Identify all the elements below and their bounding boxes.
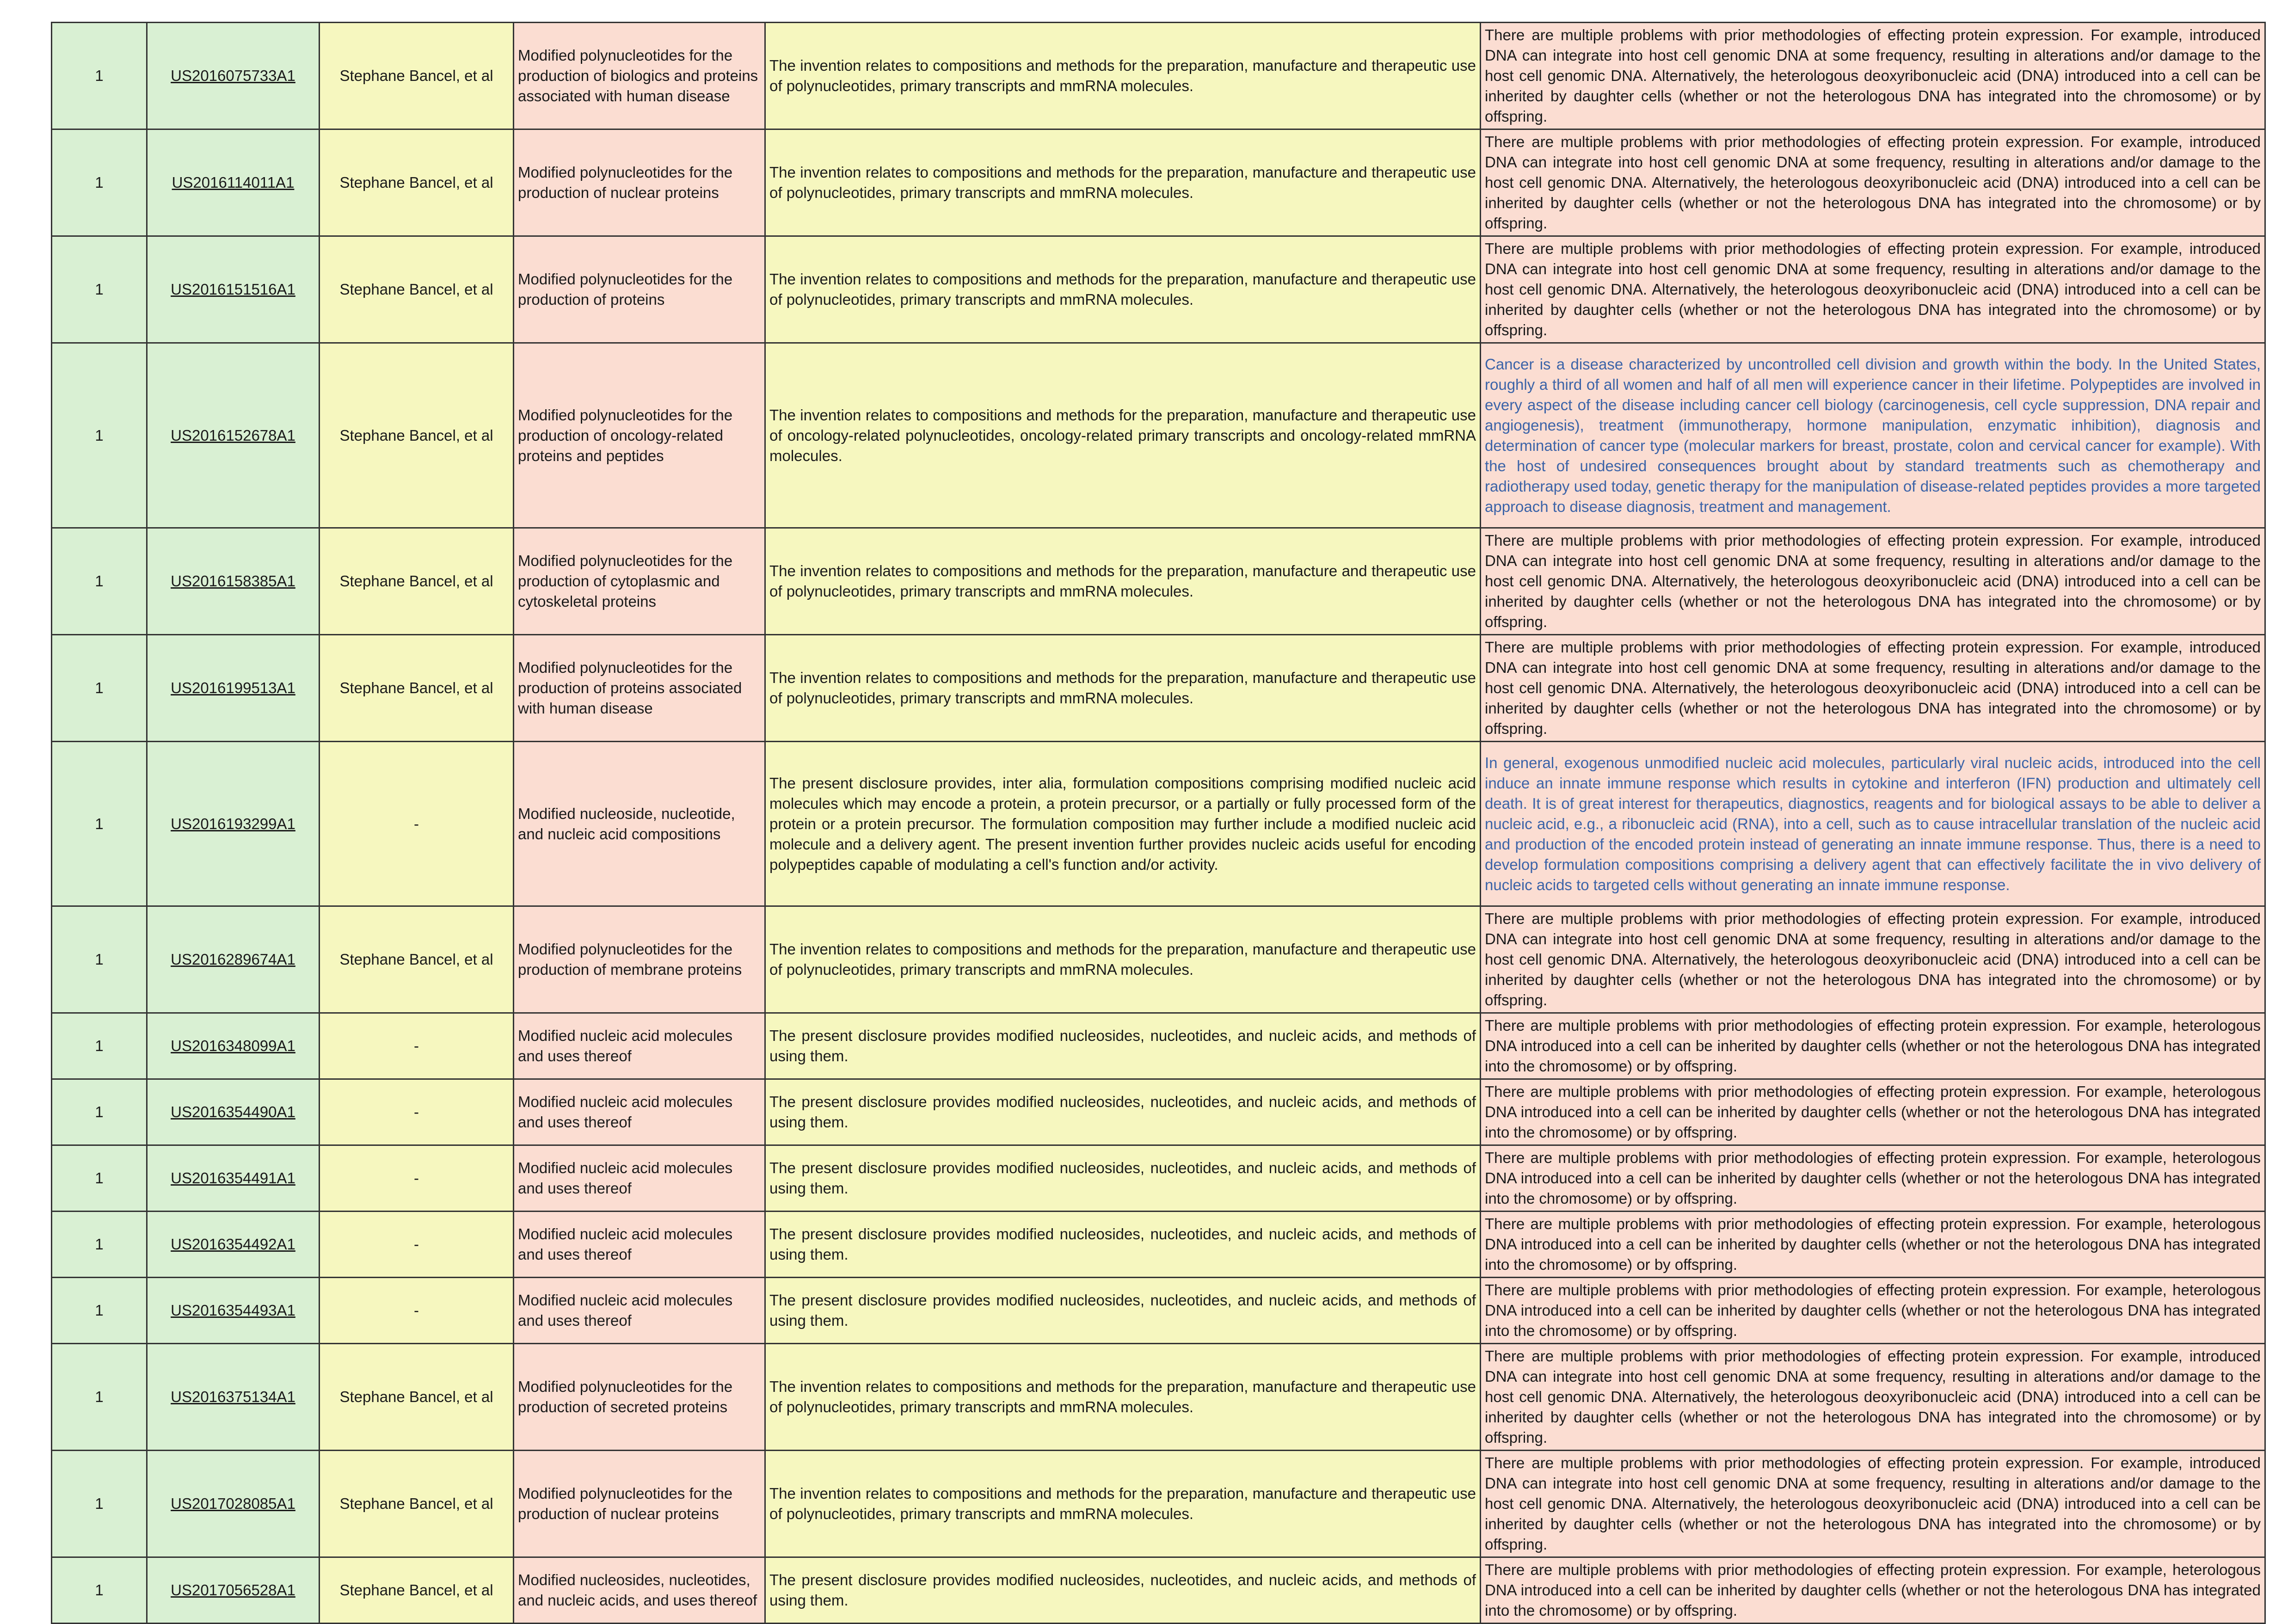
inventor-cell: Stephane Bancel, et al [320,1557,514,1624]
background-cell: There are multiple problems with prior methodologies of effecting protein expression. For example, heterologous DNA introduced into a cell can be inherited by daughter cells (whether or not the heterologous DNA has integrated into the chromosome) or by offspring. [1481,1145,2265,1212]
patent-id-cell [147,1278,320,1344]
rank-cell: 1 [52,236,147,343]
title-cell: Modified nucleosides, nucleotides, and nucleic acids, and uses thereof [514,1557,765,1624]
background-cell: There are multiple problems with prior methodologies of effecting protein expression. For example, introduced DNA can integrate into host cell genomic DNA at some frequency, resulting in alterations and/or damage to the host cell genomic DNA. Alternatively, the heterologous deoxyribonucleic acid (DNA) introduced into a cell can be inherited by daughter cells (whether or not the heterologous DNA has integrated into the chromosome) or by offspring. [1481,1451,2265,1557]
rank-cell: 1 [52,23,147,129]
background-cell: There are multiple problems with prior methodologies of effecting protein expression. For example, introduced DNA can integrate into host cell genomic DNA at some frequency, resulting in alterations and/or damage to the host cell genomic DNA. Alternatively, the heterologous deoxyribonucleic acid (DNA) introduced into a cell can be inherited by daughter cells (whether or not the heterologous DNA has integrated into the chromosome) or by offspring. [1481,635,2265,742]
background-cell: There are multiple problems with prior methodologies of effecting protein expression. For example, introduced DNA can integrate into host cell genomic DNA at some frequency, resulting in alterations and/or damage to the host cell genomic DNA. Alternatively, the heterologous deoxyribonucleic acid (DNA) introduced into a cell can be inherited by daughter cells (whether or not the heterologous DNA has integrated into the chromosome) or by offspring. [1481,906,2265,1013]
patent-link[interactable]: US2016289674A1 [171,951,295,968]
patent-id-cell [147,1013,320,1079]
rank-cell: 1 [52,1013,147,1079]
title-cell: Modified nucleic acid molecules and uses thereof [514,1145,765,1212]
table-row [52,1344,2265,1451]
patent-id-cell [147,742,320,906]
abstract-cell: The invention relates to compositions and methods for the preparation, manufacture and therapeutic use of polynucleotides, primary transcripts and mmRNA molecules. [765,528,1481,635]
patent-id-cell [147,1145,320,1212]
rank-cell: 1 [52,635,147,742]
patent-link[interactable]: US2016354491A1 [171,1169,295,1187]
rank-cell: 1 [52,1344,147,1451]
rank-cell: 1 [52,528,147,635]
patent-id-cell [147,1451,320,1557]
patent-table-body [52,23,2265,1624]
inventor-cell: Stephane Bancel, et al [320,906,514,1013]
abstract-cell: The invention relates to compositions and methods for the preparation, manufacture and therapeutic use of polynucleotides, primary transcripts and mmRNA molecules. [765,635,1481,742]
title-cell: Modified polynucleotides for the production of cytoplasmic and cytoskeletal proteins [514,528,765,635]
table-row [52,906,2265,1013]
background-cell: There are multiple problems with prior methodologies of effecting protein expression. For example, heterologous DNA introduced into a cell can be inherited by daughter cells (whether or not the heterologous DNA has integrated into the chromosome) or by offspring. [1481,1278,2265,1344]
abstract-cell: The present disclosure provides modified nucleosides, nucleotides, and nucleic acids, and methods of using them. [765,1278,1481,1344]
title-cell: Modified nucleic acid molecules and uses thereof [514,1013,765,1079]
abstract-cell: The present disclosure provides modified nucleosides, nucleotides, and nucleic acids, and methods of using them. [765,1013,1481,1079]
table-row [52,129,2265,236]
background-cell: There are multiple problems with prior methodologies of effecting protein expression. For example, introduced DNA can integrate into host cell genomic DNA at some frequency, resulting in alterations and/or damage to the host cell genomic DNA. Alternatively, the heterologous deoxyribonucleic acid (DNA) introduced into a cell can be inherited by daughter cells (whether or not the heterologous DNA has integrated into the chromosome) or by offspring. [1481,528,2265,635]
rank-cell: 1 [52,1079,147,1145]
background-cell: In general, exogenous unmodified nucleic acid molecules, particularly viral nucleic acids, introduced into the cell induce an innate immune response which results in cytokine and interferon (IFN) production and ultimately cell death. It is of great interest for therapeutics, diagnostics, reagents and for biological assays to be able to deliver a nucleic acid, e.g., a ribonucleic acid (RNA), into a cell, such as to cause intracellular translation of the nucleic acid and production of the encoded protein instead of generating an innate immune response. Thus, there is a need to develop formulation compositions comprising a delivery agent that can effectively facilitate the in vivo delivery of nucleic acids to targeted cells without generating an innate immune response. [1481,742,2265,906]
patent-link[interactable]: US2016193299A1 [171,815,295,832]
table-row [52,1013,2265,1079]
table-row [52,343,2265,528]
title-cell: Modified polynucleotides for the production of proteins [514,236,765,343]
background-cell: There are multiple problems with prior methodologies of effecting protein expression. For example, heterologous DNA introduced into a cell can be inherited by daughter cells (whether or not the heterologous DNA has integrated into the chromosome) or by offspring. [1481,1212,2265,1278]
patent-link[interactable]: US2016354492A1 [171,1236,295,1253]
inventor-cell: Stephane Bancel, et al [320,1344,514,1451]
abstract-cell: The invention relates to compositions and methods for the preparation, manufacture and therapeutic use of polynucleotides, primary transcripts and mmRNA molecules. [765,906,1481,1013]
inventor-cell: - [320,1145,514,1212]
title-cell: Modified polynucleotides for the production of biologics and proteins associated with human disease [514,23,765,129]
inventor-cell: Stephane Bancel, et al [320,343,514,528]
abstract-cell: The present disclosure provides modified nucleosides, nucleotides, and nucleic acids, and methods of using them. [765,1212,1481,1278]
background-cell: There are multiple problems with prior methodologies of effecting protein expression. For example, introduced DNA can integrate into host cell genomic DNA at some frequency, resulting in alterations and/or damage to the host cell genomic DNA. Alternatively, the heterologous deoxyribonucleic acid (DNA) introduced into a cell can be inherited by daughter cells (whether or not the heterologous DNA has integrated into the chromosome) or by offspring. [1481,129,2265,236]
title-cell: Modified polynucleotides for the production of nuclear proteins [514,129,765,236]
rank-cell: 1 [52,1145,147,1212]
inventor-cell: Stephane Bancel, et al [320,528,514,635]
inventor-cell: Stephane Bancel, et al [320,1451,514,1557]
patent-link[interactable]: US2016114011A1 [172,174,295,191]
patent-id-cell [147,343,320,528]
table-row [52,1212,2265,1278]
background-cell: There are multiple problems with prior methodologies of effecting protein expression. For example, introduced DNA can integrate into host cell genomic DNA at some frequency, resulting in alterations and/or damage to the host cell genomic DNA. Alternatively, the heterologous deoxyribonucleic acid (DNA) introduced into a cell can be inherited by daughter cells (whether or not the heterologous DNA has integrated into the chromosome) or by offspring. [1481,236,2265,343]
table-row [52,1451,2265,1557]
table-row [52,1145,2265,1212]
background-cell: There are multiple problems with prior methodologies of effecting protein expression. For example, heterologous DNA introduced into a cell can be inherited by daughter cells (whether or not the heterologous DNA has integrated into the chromosome) or by offspring. [1481,1557,2265,1624]
background-cell: There are multiple problems with prior methodologies of effecting protein expression. For example, introduced DNA can integrate into host cell genomic DNA at some frequency, resulting in alterations and/or damage to the host cell genomic DNA. Alternatively, the heterologous deoxyribonucleic acid (DNA) introduced into a cell can be inherited by daughter cells (whether or not the heterologous DNA has integrated into the chromosome) or by offspring. [1481,1344,2265,1451]
rank-cell: 1 [52,129,147,236]
title-cell: Modified polynucleotides for the production of nuclear proteins [514,1451,765,1557]
title-cell: Modified polynucleotides for the production of secreted proteins [514,1344,765,1451]
title-cell: Modified nucleic acid molecules and uses thereof [514,1278,765,1344]
inventor-cell: - [320,742,514,906]
patent-id-cell [147,1079,320,1145]
rank-cell: 1 [52,742,147,906]
table-row [52,742,2265,906]
rank-cell: 1 [52,906,147,1013]
patent-link[interactable]: US2016199513A1 [171,679,295,696]
patent-link[interactable]: US2016151516A1 [171,281,295,298]
table-row [52,23,2265,129]
title-cell: Modified nucleic acid molecules and uses thereof [514,1212,765,1278]
background-cell: Cancer is a disease characterized by uncontrolled cell division and growth within the body. In the United States, roughly a third of all women and half of all men will experience cancer in their lifetime. Polypeptides are involved in every aspect of the disease including cancer cell biology (carcinogenesis, cell cycle suppression, DNA repair and angiogenesis), treatment (immunotherapy, hormone manipulation, enzymatic inhibition), diagnosis and determination of cancer type (molecular markers for breast, prostate, colon and cervical cancer for example). With the host of undesired consequences brought about by standard treatments such as chemotherapy and radiotherapy used today, genetic therapy for the manipulation of disease-related peptides provides a more targeted approach to disease diagnosis, treatment and management. [1481,343,2265,528]
patent-link[interactable]: US2016158385A1 [171,572,295,590]
rank-cell: 1 [52,343,147,528]
patent-link[interactable]: US2016375134A1 [171,1388,295,1405]
patent-link[interactable]: US2016348099A1 [171,1037,295,1054]
abstract-cell: The present disclosure provides, inter alia, formulation compositions comprising modified nucleic acid molecules which may encode a protein, a protein precursor, or a partially or fully processed form of the protein or a protein precursor. The formulation composition may further include a modified nucleic acid molecule and a delivery agent. The present invention further provides nucleic acids useful for encoding polypeptides capable of modulating a cell's function and/or activity. [765,742,1481,906]
inventor-cell: Stephane Bancel, et al [320,236,514,343]
patent-link[interactable]: US2017028085A1 [171,1495,295,1512]
inventor-cell: Stephane Bancel, et al [320,635,514,742]
table-row [52,635,2265,742]
table-row [52,1557,2265,1624]
background-cell: There are multiple problems with prior methodologies of effecting protein expression. For example, heterologous DNA introduced into a cell can be inherited by daughter cells (whether or not the heterologous DNA has integrated into the chromosome) or by offspring. [1481,1013,2265,1079]
abstract-cell: The invention relates to compositions and methods for the preparation, manufacture and therapeutic use of polynucleotides, primary transcripts and mmRNA molecules. [765,129,1481,236]
patent-link[interactable]: US2016075733A1 [171,67,295,84]
patent-table [51,22,2266,1624]
background-cell: There are multiple problems with prior methodologies of effecting protein expression. For example, heterologous DNA introduced into a cell can be inherited by daughter cells (whether or not the heterologous DNA has integrated into the chromosome) or by offspring. [1481,1079,2265,1145]
abstract-cell: The present disclosure provides modified nucleosides, nucleotides, and nucleic acids, and methods of using them. [765,1557,1481,1624]
table-row [52,236,2265,343]
patent-id-cell [147,129,320,236]
patent-link[interactable]: US2016354493A1 [171,1302,295,1319]
abstract-cell: The invention relates to compositions and methods for the preparation, manufacture and therapeutic use of polynucleotides, primary transcripts and mmRNA molecules. [765,1451,1481,1557]
patent-link[interactable]: US2016152678A1 [171,426,295,444]
abstract-cell: The invention relates to compositions and methods for the preparation, manufacture and therapeutic use of polynucleotides, primary transcripts and mmRNA molecules. [765,1344,1481,1451]
title-cell: Modified polynucleotides for the production of proteins associated with human disease [514,635,765,742]
patent-link[interactable]: US2017056528A1 [171,1581,295,1599]
background-cell: There are multiple problems with prior methodologies of effecting protein expression. For example, introduced DNA can integrate into host cell genomic DNA at some frequency, resulting in alterations and/or damage to the host cell genomic DNA. Alternatively, the heterologous deoxyribonucleic acid (DNA) introduced into a cell can be inherited by daughter cells (whether or not the heterologous DNA has integrated into the chromosome) or by offspring. [1481,23,2265,129]
abstract-cell: The present disclosure provides modified nucleosides, nucleotides, and nucleic acids, and methods of using them. [765,1145,1481,1212]
inventor-cell: - [320,1212,514,1278]
abstract-cell: The invention relates to compositions and methods for the preparation, manufacture and therapeutic use of polynucleotides, primary transcripts and mmRNA molecules. [765,236,1481,343]
patent-id-cell [147,1344,320,1451]
patent-id-cell [147,236,320,343]
abstract-cell: The present disclosure provides modified nucleosides, nucleotides, and nucleic acids, and methods of using them. [765,1079,1481,1145]
inventor-cell: - [320,1278,514,1344]
patent-id-cell [147,528,320,635]
rank-cell: 1 [52,1451,147,1557]
abstract-cell: The invention relates to compositions and methods for the preparation, manufacture and therapeutic use of oncology-related polynucleotides, oncology-related primary transcripts and oncology-related mmRNA molecules. [765,343,1481,528]
title-cell: Modified polynucleotides for the production of membrane proteins [514,906,765,1013]
table-row [52,1079,2265,1145]
rank-cell: 1 [52,1212,147,1278]
inventor-cell: Stephane Bancel, et al [320,23,514,129]
patent-id-cell [147,1212,320,1278]
inventor-cell: Stephane Bancel, et al [320,129,514,236]
patent-id-cell [147,906,320,1013]
patent-id-cell [147,635,320,742]
patent-link[interactable]: US2016354490A1 [171,1103,295,1120]
abstract-cell: The invention relates to compositions and methods for the preparation, manufacture and therapeutic use of polynucleotides, primary transcripts and mmRNA molecules. [765,23,1481,129]
title-cell: Modified nucleoside, nucleotide, and nucleic acid compositions [514,742,765,906]
title-cell: Modified polynucleotides for the production of oncology-related proteins and peptides [514,343,765,528]
patent-id-cell [147,23,320,129]
rank-cell: 1 [52,1278,147,1344]
patent-id-cell [147,1557,320,1624]
inventor-cell: - [320,1079,514,1145]
table-row [52,1278,2265,1344]
inventor-cell: - [320,1013,514,1079]
rank-cell: 1 [52,1557,147,1624]
table-row [52,528,2265,635]
title-cell: Modified nucleic acid molecules and uses thereof [514,1079,765,1145]
